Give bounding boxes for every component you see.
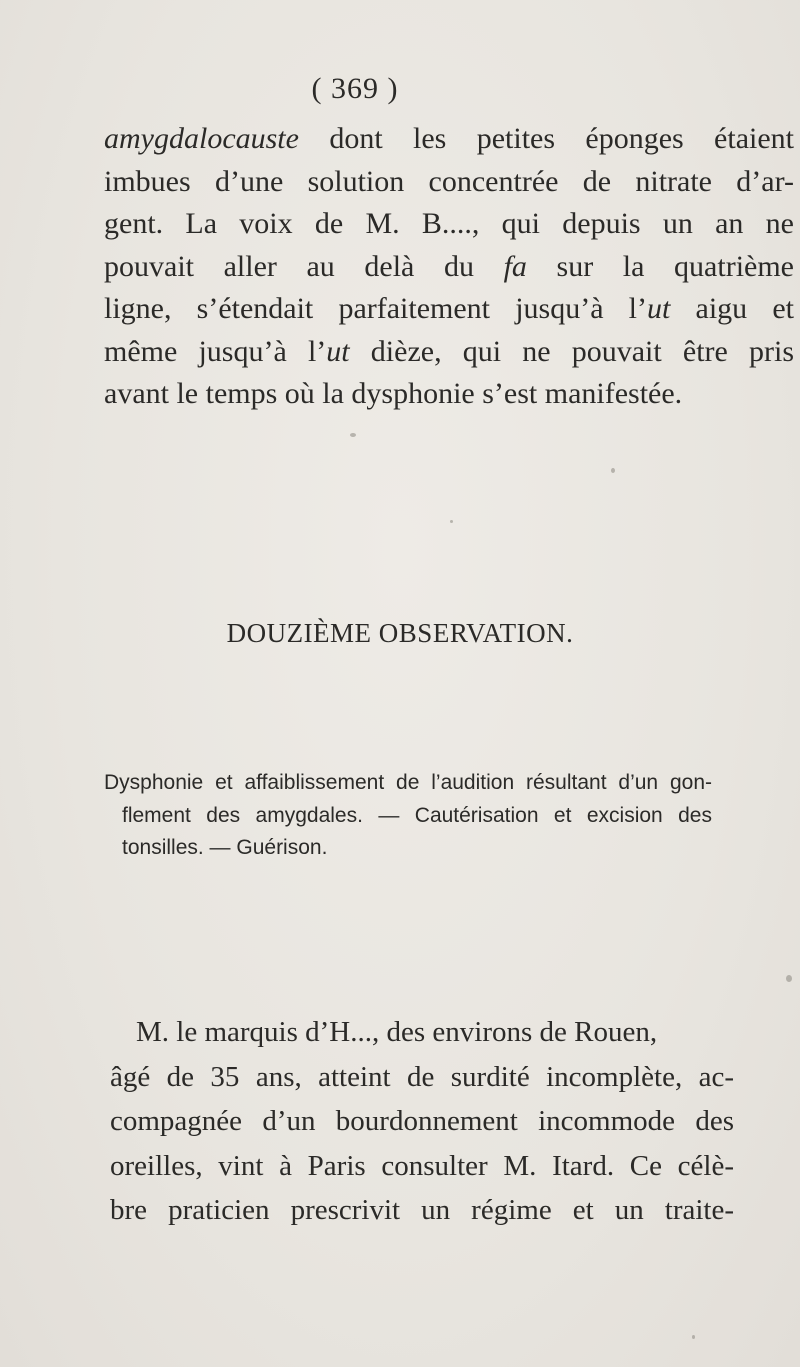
line-text: aigu et (670, 292, 794, 325)
summary-line: Dysphonie et affaiblissement de l’audition résultant d’un gon- (104, 771, 712, 794)
paragraph-line: bre praticien prescrivit un régime et un traite- (110, 1194, 734, 1226)
line-text: dièze, qui ne pouvait être pris (349, 334, 794, 368)
paragraph-line (104, 331, 794, 374)
paper-speck (692, 1335, 695, 1339)
italic-term: ut (326, 334, 350, 368)
line-text: même jusqu’à l’ (104, 334, 327, 368)
paper-speck (450, 520, 453, 523)
line-text: ligne, s’étendait parfaitement jusqu’à l’ (104, 292, 648, 325)
line-text: gent. La voix de M. B...., qui depuis un an ne (104, 207, 794, 240)
paragraph-line (104, 288, 794, 331)
paragraph-line (104, 161, 794, 204)
italic-term: fa (503, 249, 527, 283)
line-text: avant le temps où la dysphonie s’est manifestée. (104, 377, 683, 410)
paragraph-bottom (110, 1010, 734, 1233)
italic-term: amygdalocauste (104, 122, 299, 155)
paragraph-line: âgé de 35 ans, atteint de surdité incomplète, ac- (110, 1060, 734, 1093)
line-text: dont les petites éponges étaient (298, 122, 794, 155)
section-heading: DOUZIÈME OBSERVATION. (226, 618, 574, 648)
paragraph-line: M. le marquis d’H..., des environs de Rouen, (136, 1016, 658, 1048)
paragraph-top (104, 118, 794, 416)
paper-speck (350, 433, 356, 437)
paragraph-line: oreilles, vint à Paris consulter M. Itard. Ce célè- (110, 1149, 734, 1182)
paragraph-line: compagnée d’un bourdonnement incommode des (110, 1105, 734, 1137)
paragraph-line (104, 203, 794, 246)
italic-term: ut (647, 292, 671, 325)
line-text: sur la quatrième (526, 249, 794, 283)
observation-summary (104, 767, 712, 865)
line-text: imbues d’une solution concentrée de nitrate d’ar- (104, 164, 794, 198)
paper-speck (786, 975, 792, 982)
paragraph-line (104, 118, 794, 161)
page-number: ( 369 ) (311, 72, 399, 105)
paragraph-line (104, 373, 794, 416)
summary-line: flement des amygdales. — Cautérisation et excision des (122, 803, 712, 827)
paragraph-line (104, 246, 794, 289)
paper-speck (611, 468, 615, 473)
line-text: pouvait aller au delà du (104, 249, 504, 283)
summary-line: tonsilles. — Guérison. (122, 836, 328, 859)
